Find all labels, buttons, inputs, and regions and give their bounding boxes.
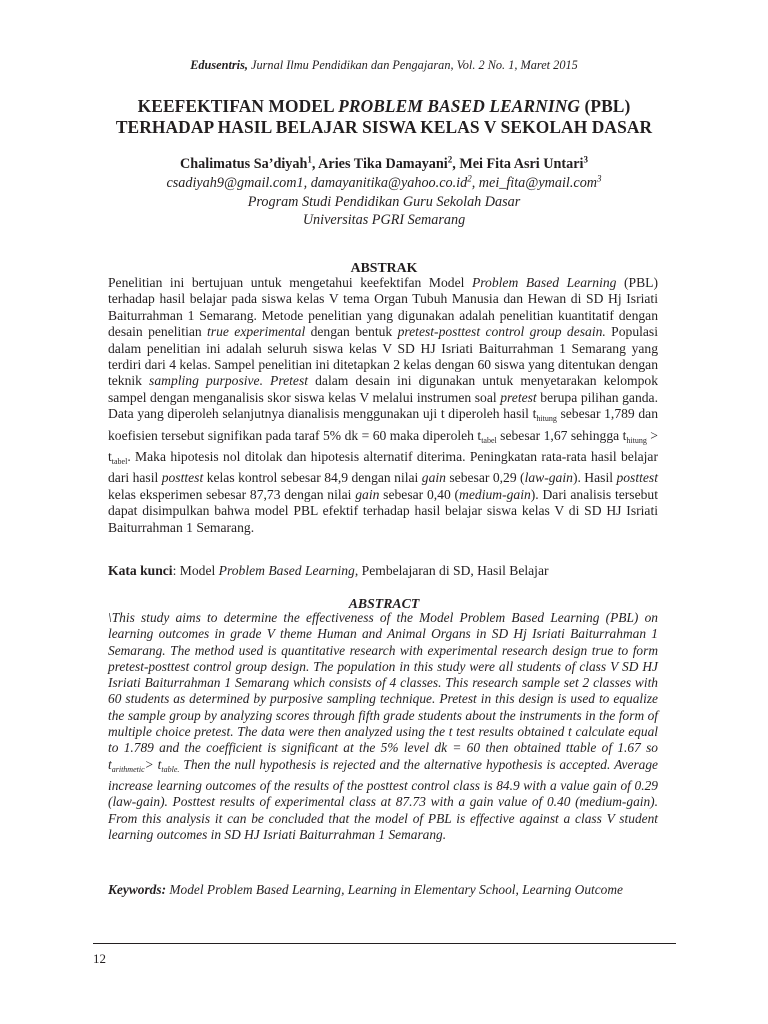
title-line-1 [60, 96, 708, 117]
abstrak-text: . Maka hipotesis nol ditolak dan hipotesis alternatif diterima. Peningkatan rata-rata hasil belajar dari hasil [108, 449, 658, 486]
subscript: hitung [536, 414, 557, 424]
abstrak-text: > t [108, 427, 658, 465]
abstract-text: \This study aims to determine the effectiveness of the Model Problem Based Learning (PBL) on learning outcomes in grade V theme Human and Animal Organs in SD Hj Isriati Baiturrahman 1 Semarang. The method used is quantitative research with experimental research design true to form pretest-posttest control group design. The population in this study were all students of class V SD HJ Isriati Baiturrahman 1 Semarang which consists of 4 classes. This research sample set 2 classes with 60 students as determined by purposive sampling technique. Pretest in this design is used to equalize the sample group by analyzing scores through fifth grade students about the instruments in the form of multiple choice pretest. The data were then analyzed using the t test results obtained t calculate equal to 1.789 and the coefficient is significant at the 5% level dk = 60 then obtained ttable of 1.67 so t [108, 610, 658, 772]
abstrak-italic: medium-gain [459, 486, 531, 502]
abstrak-body [108, 275, 658, 536]
abstract-text: > t [144, 756, 162, 772]
abstract-body [108, 610, 658, 843]
email-text: csadiyah9@gmail.com1, damayanitika@yahoo.co.id [166, 175, 468, 191]
kata-kunci-text: : Model [172, 563, 219, 578]
email-text: , mei_fita@ymail.com [471, 175, 598, 191]
abstrak-text: sebesar 0,29 ( [445, 470, 525, 486]
university-name: Universitas PGRI Semarang [302, 212, 466, 228]
title-part: KEEFEKTIFAN MODEL [137, 96, 339, 116]
abstrak-italic: pretest-posttest control group desain. [397, 324, 606, 340]
abstrak-italic: sampling purposive. Pretest [149, 373, 309, 389]
abstrak-text: kelas eksperimen sebesar 87,73 dengan nilai [108, 486, 356, 502]
abstrak-text: Penelitian ini bertujuan untuk mengetahui keefektifan Model [108, 275, 472, 290]
author-emails [60, 174, 708, 193]
author-affil-mark: 2 [447, 154, 453, 165]
subscript: tabel [481, 435, 497, 445]
author-name: , Mei Fita Asri Untari [452, 156, 584, 172]
keywords-text: Model Problem Based Learning, Learning in Elementary School, Learning Outcome [166, 882, 623, 897]
email-mark: 2 [467, 173, 472, 184]
abstrak-heading: ABSTRAK [350, 260, 418, 275]
journal-name: Edusentris, [190, 58, 248, 72]
kata-kunci-label: Kata kunci [108, 563, 173, 578]
kata-kunci [108, 563, 658, 579]
footer-rule [93, 943, 676, 944]
kata-kunci-italic: Problem Based Learning [218, 563, 355, 578]
abstrak-text: sebesar 1,789 dan koefisien tersebut signifikan pada taraf 5% dk = 60 maka diperoleh t [108, 406, 659, 443]
keywords-label: Keywords: [108, 882, 167, 897]
study-program: Program Studi Pendidikan Guru Sekolah Dasar [247, 193, 521, 210]
abstrak-italic: posttest [616, 470, 658, 486]
abstract-heading: ABSTRACT [348, 596, 420, 611]
page-number: 12 [93, 951, 106, 966]
author-list [60, 155, 708, 173]
subscript: hitung [626, 435, 647, 445]
abstract-text: Then the null hypothesis is rejected and the alternative hypothesis is accepted. Average increase learning outcomes of the results of the posttest control class is 84.9 with a value gain of 0.29 (law-gain). Posttest results of experimental class at 87.73 with a gain value of 0.40 (medium-gain). From this analysis it can be concluded that the model of PBL is effective against a class V student learning outcomes in SD HJ Isriati Baiturrahman 1 Semarang. [108, 756, 658, 842]
abstrak-italic: gain [421, 470, 446, 486]
running-header [0, 58, 768, 73]
abstrak-text: sebesar 1,67 sehingga t [496, 427, 627, 443]
abstrak-text: ). Dari analisis tersebut dapat disimpulkan bahwa model PBL efektif terhadap hasil belajar siswa kelas V di SD HJ Isriati Baiturrahman 1 Semarang. [108, 486, 658, 535]
abstrak-text: sebesar 0,40 ( [379, 486, 460, 502]
email-mark: 3 [597, 173, 602, 184]
abstrak-italic: Problem Based Learning [471, 275, 617, 290]
abstrak-text: berupa pilihan ganda. Data yang diperoleh selanjutnya dianalisis menggunakan uji t diperoleh hasil t [108, 389, 658, 422]
keywords [108, 881, 658, 898]
paper-title [60, 96, 708, 138]
title-italic-part: PROBLEM BASED LEARNING [338, 96, 581, 116]
title-part: (PBL) [580, 96, 631, 116]
abstrak-text: kelas kontrol sebesar 84,9 dengan nilai [203, 470, 422, 486]
journal-details: Jurnal Ilmu Pendidikan dan Pengajaran, Vol. 2 No. 1, Maret 2015 [247, 58, 578, 72]
abstrak-italic: gain [355, 486, 380, 502]
author-affil-mark: 3 [583, 154, 588, 165]
abstrak-text: (PBL) terhadap hasil belajar pada siswa kelas V tema Organ Tubuh Manusia dan Hewan di SD Hj Isriati Baiturrahman 1 Semarang. Metode penelitian yang digunakan adalah penelitian kuantitatif dengan desain penelitian [108, 275, 658, 340]
abstrak-text: dalam desain ini digunakan untuk menyetarakan kelompok sampel dengan menganalisis skor siswa kelas V melalui instrumen soal [108, 373, 658, 405]
subscript: table. [161, 764, 180, 774]
kata-kunci-text: , Pembelajaran di SD, Hasil Belajar [354, 563, 549, 578]
abstrak-italic: pretest [500, 389, 537, 405]
abstrak-text: ). Hasil [572, 470, 617, 486]
title-line-2: TERHADAP HASIL BELAJAR SISWA KELAS V SEKOLAH DASAR [115, 117, 653, 137]
abstrak-text: Populasi dalam penelitian ini adalah seluruh siswa kelas V SD HJ Isriati Baiturrahman 1 Semarang yang terdiri dari 4 kelas. Sampel penelitian ini ditetapkan 2 kelas dengan 60 siswa yang ditentukan dengan teknik [108, 324, 658, 389]
affiliation-block [60, 174, 708, 230]
abstrak-text: dengan bentuk [305, 324, 398, 340]
author-affil-mark: 1 [307, 154, 312, 165]
author-name: Chalimatus Sa’diyah [180, 156, 308, 172]
abstrak-italic: posttest [161, 470, 204, 486]
abstrak-italic: true experimental [207, 324, 306, 340]
subscript: tabel [111, 457, 128, 467]
abstrak-italic: law-gain [524, 470, 573, 486]
subscript: arithmetic [111, 764, 145, 774]
author-name: , Aries Tika Damayani [311, 156, 448, 172]
